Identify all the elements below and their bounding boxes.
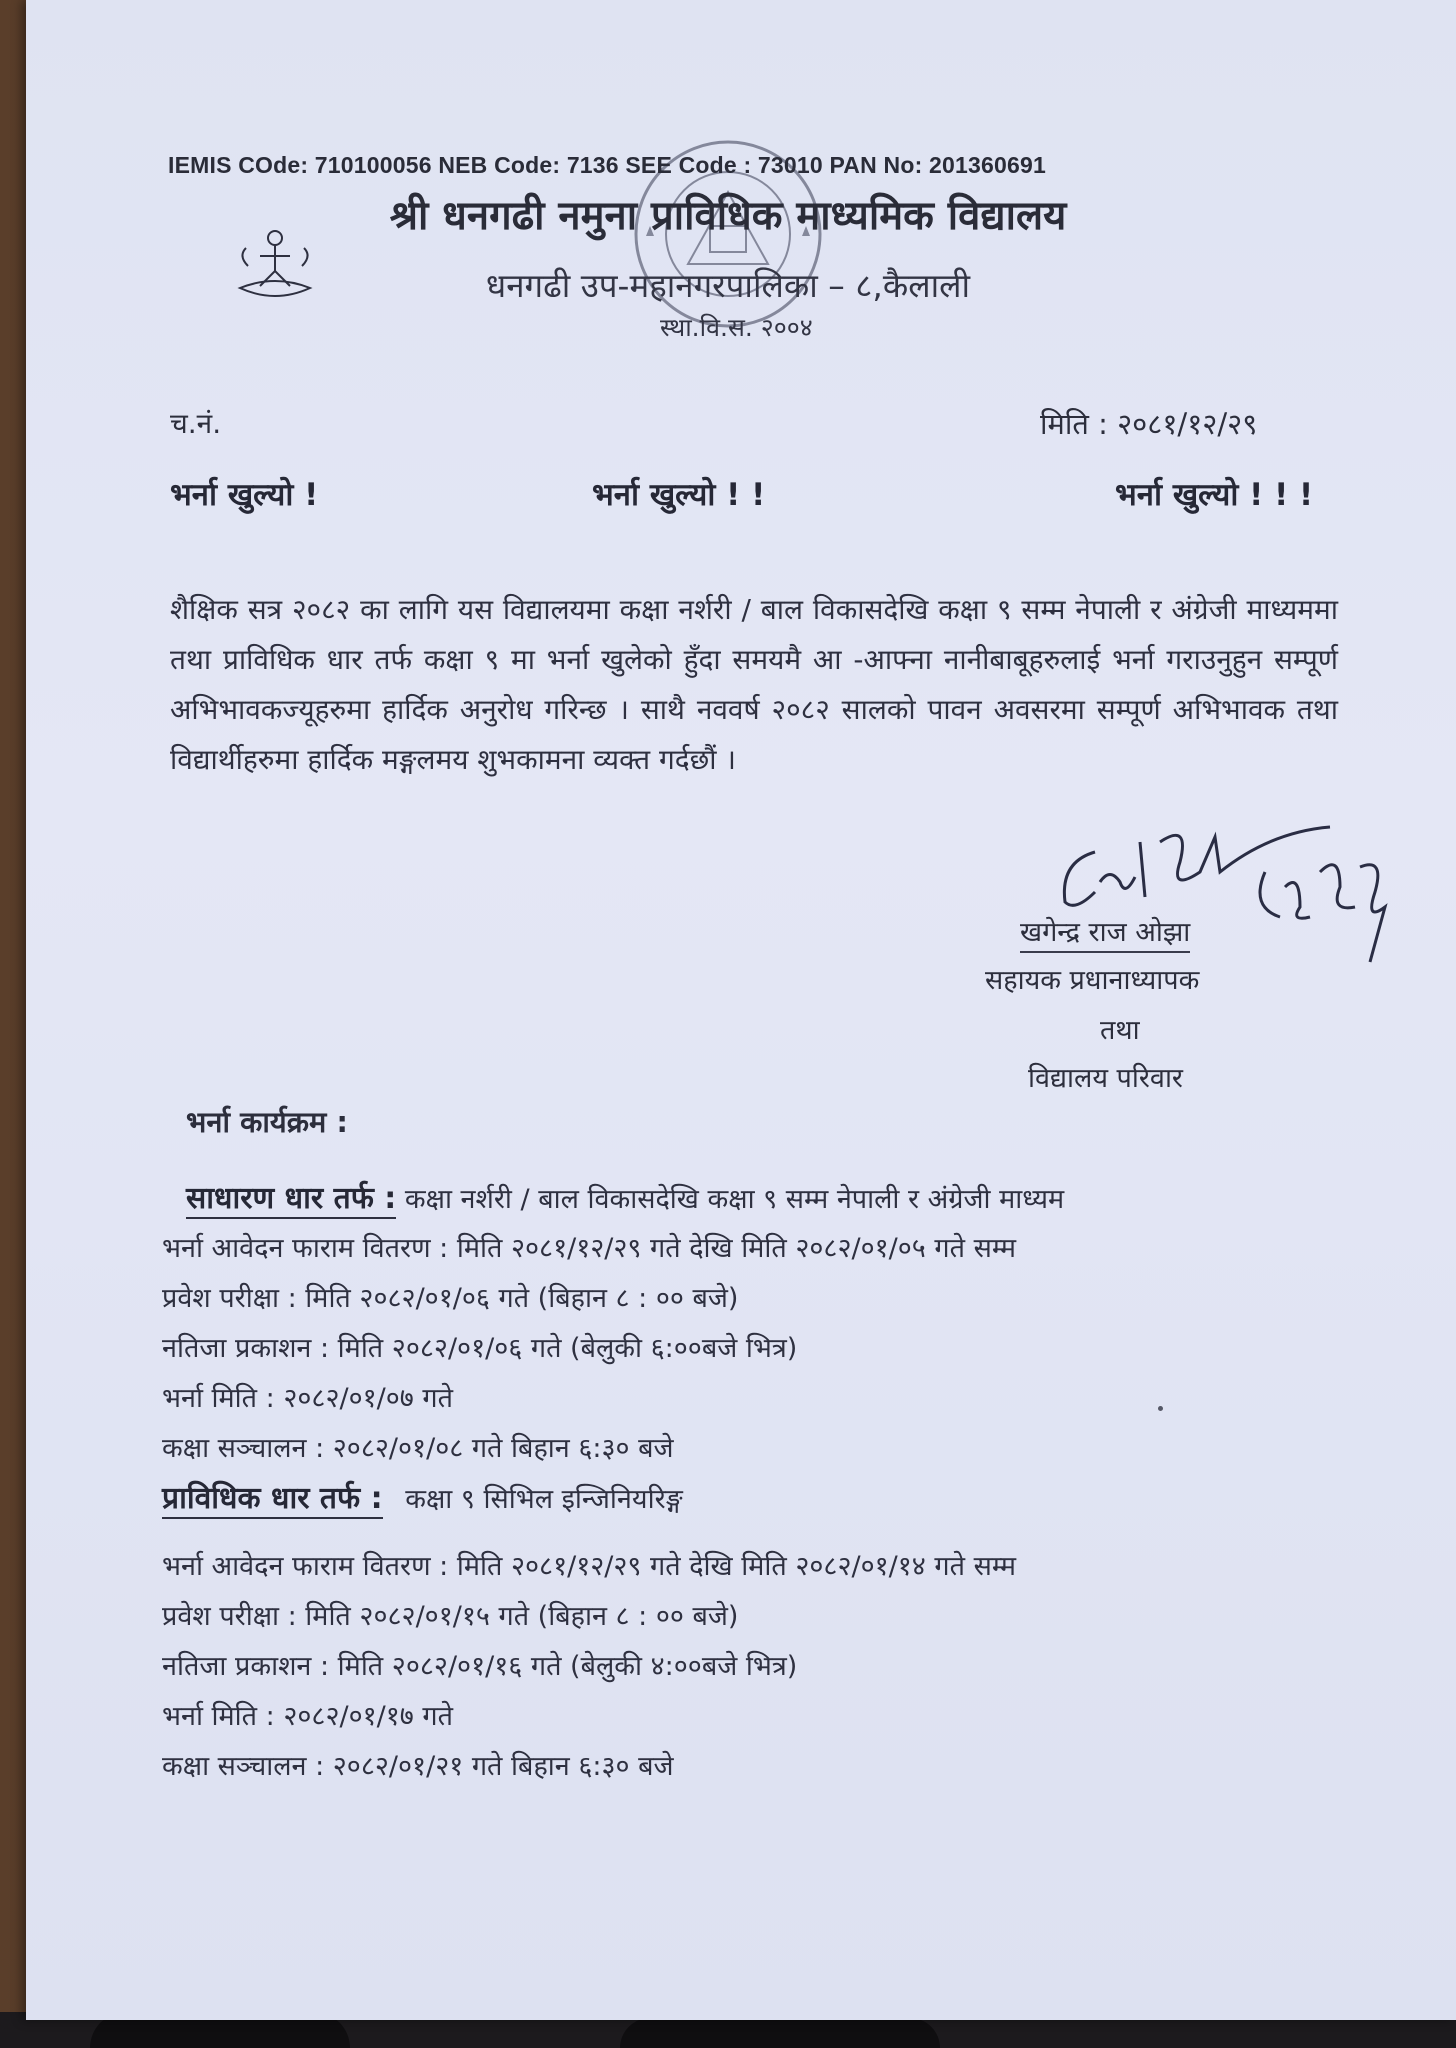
admission-open-heading-1: भर्ना खुल्यो !	[170, 477, 319, 513]
shoe-silhouette-right	[620, 2018, 940, 2048]
school-address: धनगढी उप-महानगरपालिका – ८,कैलाली	[485, 266, 971, 305]
technical-row-result: नतिजा प्रकाशन : मिति २०८२/०१/१६ गते (बेलुकी ४:००बजे भित्र)	[162, 1651, 798, 1682]
general-row-admission-date: भर्ना मिति : २०८२/०१/०७ गते	[162, 1383, 454, 1414]
technical-row-admission-date: भर्ना मिति : २०८२/०१/१७ गते	[162, 1701, 454, 1732]
institution-codes: IEMIS COde: 710100056 NEB Code: 7136 SEE Code : 73010 PAN No: 201360691	[168, 152, 1046, 178]
general-stream-desc: कक्षा नर्शरी / बाल विकासदेखि कक्षा ९ सम्म नेपाली र अंग्रेजी माध्यम	[404, 1184, 1065, 1215]
technical-stream-line	[162, 1476, 683, 1517]
signer-organization: विद्यालय परिवार	[1028, 1063, 1183, 1094]
signer-conjunction: तथा	[1100, 1015, 1140, 1046]
established-year: स्था.वि.स. २००४	[660, 313, 813, 342]
school-name: श्री धनगढी नमुना प्राविधिक माध्यमिक विद्यालय	[389, 193, 1067, 239]
notice-body-paragraph: शैक्षिक सत्र २०८२ का लागि यस विद्यालयमा कक्षा नर्शरी / बाल विकासदेखि कक्षा ९ सम्म नेपाली र अंग्रेजी माध्यममा तथा प्राविधिक धार तर्फ कक्षा ९ मा भर्ना खुलेको हुँदा समयमै आ -आफ्ना नानीबाबूहरुलाई भर्ना गराउनुहुन सम्पूर्ण अभिभावकज्यूहरुमा हार्दिक अनुरोध गरिन्छ । साथै नववर्ष २०८२ सालको पावन अवसरमा सम्पूर्ण अभिभावक तथा विद्यार्थीहरुमा हार्दिक मङ्गलमय शुभकामना व्यक्त गर्दछौं ।	[170, 593, 1338, 776]
general-stream-label: साधारण धार तर्फ :	[186, 1181, 396, 1219]
reference-number: च.नं.	[170, 407, 222, 440]
admission-open-heading-2: भर्ना खुल्यो ! !	[592, 477, 766, 513]
admission-program-title: भर्ना कार्यक्रम :	[186, 1105, 348, 1139]
technical-stream-label: प्राविधिक धार तर्फ :	[162, 1481, 383, 1519]
signer-title: सहायक प्रधानाध्यापक	[985, 965, 1200, 996]
general-row-result: नतिजा प्रकाशन : मिति २०८२/०१/०६ गते (बेलुकी ६:००बजे भित्र)	[162, 1333, 798, 1364]
notice-date: मिति : २०८१/१२/२९	[1040, 407, 1258, 441]
technical-stream-desc: कक्षा ९ सिभिल इन्जिनियरिङ्ग	[405, 1484, 683, 1515]
technical-row-class-start: कक्षा सञ्चालन : २०८२/०१/२१ गते बिहान ६:३० बजे	[162, 1751, 674, 1782]
technical-row-entrance-exam: प्रवेश परीक्षा : मिति २०८२/०१/१५ गते (बिहान ८ : ०० बजे)	[162, 1601, 739, 1632]
technical-row-form-distribution: भर्ना आवेदन फाराम वितरण : मिति २०८१/१२/२९ गते देखि मिति २०८२/०१/१४ गते सम्म	[162, 1551, 1017, 1582]
signer-name: खगेन्द्र राज ओझा	[1020, 912, 1190, 953]
general-stream-line	[186, 1176, 1064, 1217]
admission-open-heading-3: भर्ना खुल्यो ! ! !	[1115, 477, 1314, 513]
general-row-form-distribution: भर्ना आवेदन फाराम वितरण : मिति २०८१/१२/२९ गते देखि मिति २०८२/०१/०५ गते सम्म	[162, 1233, 1017, 1264]
general-row-class-start: कक्षा सञ्चालन : २०८२/०१/०८ गते बिहान ६:३० बजे	[162, 1433, 674, 1464]
general-row-entrance-exam: प्रवेश परीक्षा : मिति २०८२/०१/०६ गते (बिहान ८ : ०० बजे)	[162, 1283, 739, 1314]
ink-dot	[1158, 1406, 1163, 1411]
